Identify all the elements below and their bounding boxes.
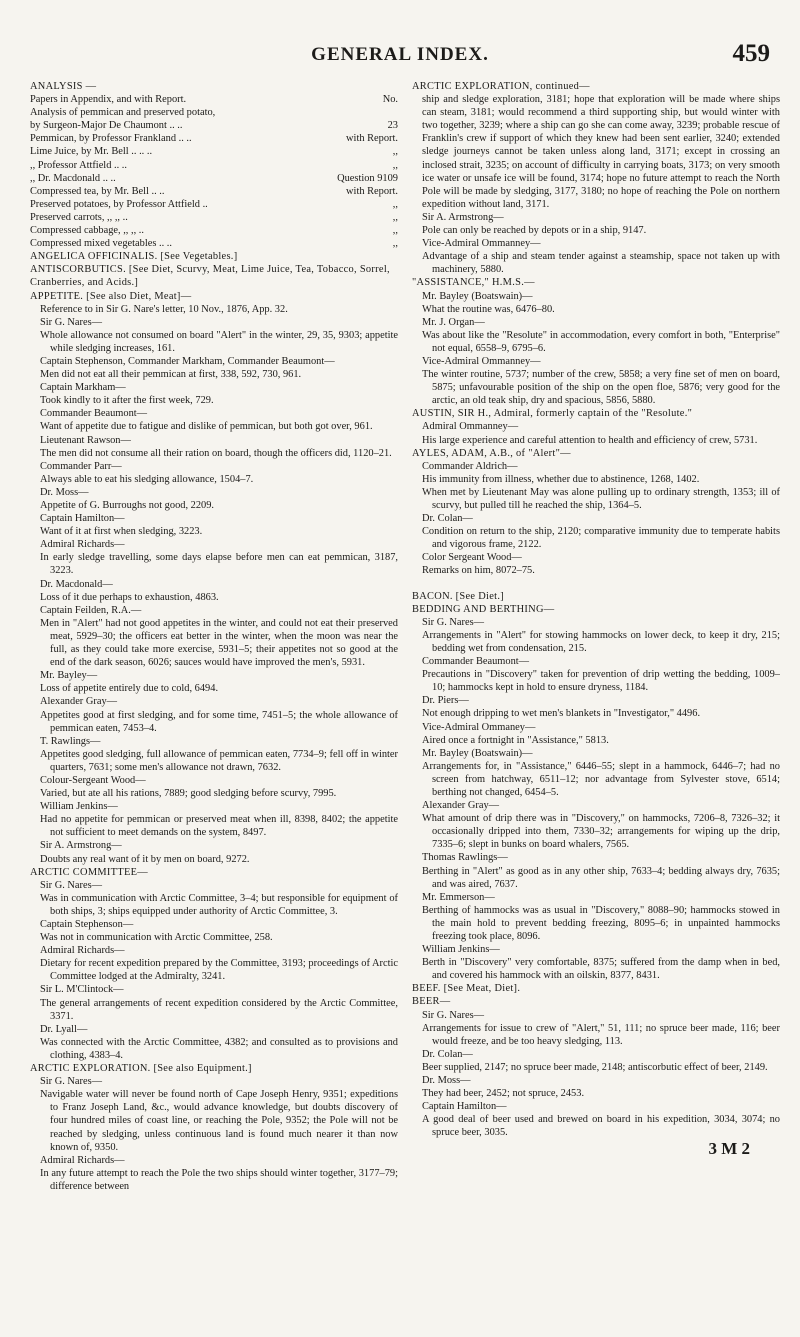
index-entry-text: Arrangements for issue to crew of "Alert," 51, 111; no spruce beer made, 116; beer would freeze, and be too heavy sledging, 113. xyxy=(422,1022,780,1047)
witness-name: Mr. J. Organ— xyxy=(422,316,485,328)
witness-name: Alexander Gray— xyxy=(422,800,500,812)
left-column xyxy=(30,80,398,1320)
index-entry-text: The men did not consume all their ration on board, though the officers did, 1120–21. xyxy=(40,447,392,459)
index-entry-text: Arrangements in "Alert" for stowing hammocks on lower deck, to keep it dry, 215; bedding wet from condensation, 215. xyxy=(422,629,780,654)
witness-name: Captain Stephenson, Commander Markham, Commander Beaumont— xyxy=(40,355,335,367)
index-entry-text: Aired once a fortnight in "Assistance," 5813. xyxy=(422,734,609,746)
witness-name: Sir G. Nares— xyxy=(40,1076,103,1088)
witness-name: Mr. Emmerson— xyxy=(422,891,495,903)
witness-name: Captain Feilden, R.A.— xyxy=(40,604,142,616)
paper-title: Preserved potatoes, by Professor Attfield .. xyxy=(30,198,208,210)
spacer xyxy=(412,578,780,590)
index-entry-text: Precautions in "Discovery" taken for prevention of drip wetting the bedding, 1009–10; hammocks kept in hold to ensure dryness, 1184. xyxy=(422,669,780,694)
witness-name: Colour-Sergeant Wood— xyxy=(40,774,146,786)
paper-reference xyxy=(392,106,398,119)
appendix-paper-row xyxy=(30,237,398,250)
index-heading: ANALYSIS — xyxy=(30,81,97,92)
index-entry-text: Took kindly to it after the first week, 729. xyxy=(40,395,214,407)
witness-name: Lieutenant Rawson— xyxy=(40,434,131,446)
signature-mark: 3 M 2 xyxy=(708,1138,750,1158)
witness-name: Admiral Richards— xyxy=(40,945,125,957)
witness-name: Captain Stephenson— xyxy=(40,919,134,930)
witness-name: Captain Markham— xyxy=(40,382,126,394)
page-header xyxy=(0,40,800,74)
index-entry-text: Was connected with the Arctic Committee, 4382; and consulted as to provisions and clothing, 4383–4. xyxy=(40,1036,398,1061)
paper-title: Compressed tea, by Mr. Bell .. .. xyxy=(30,185,165,197)
index-entry-text: Was in communication with Arctic Committee, 3–4; but responsible for equipment of both ships, 3; ships equipped under authority of Arctic Committee, 3. xyxy=(40,892,398,917)
index-heading: BEER— xyxy=(412,996,451,1008)
index-entry-text: Remarks on him, 8072–75. xyxy=(422,565,535,577)
witness-name: Dr. Lyall— xyxy=(40,1023,88,1035)
witness-name: Dr. Macdonald— xyxy=(40,578,113,590)
appendix-paper-row xyxy=(30,93,398,106)
index-entry-text: Not enough dripping to wet men's blankets in "Investigator," 4496. xyxy=(422,708,701,720)
paper-reference: ,, xyxy=(392,225,398,237)
witness-name: William Jenkins— xyxy=(40,801,118,813)
witness-name: Dr. Piers— xyxy=(422,695,469,707)
index-entry-text: Beer supplied, 2147; no spruce beer made, 2148; antiscorbutic effect of beer, 2149. xyxy=(422,1061,768,1073)
witness-name: Admiral Ommanney— xyxy=(422,421,519,433)
index-entry-text: What the routine was, 6476–80. xyxy=(422,303,555,315)
index-heading: ANGELICA OFFICINALIS. [See Vegetables.] xyxy=(30,251,238,263)
appendix-paper-row xyxy=(30,159,398,172)
index-heading: ANTISCORBUTICS. [See Diet, Scurvy, Meat, Lime Juice, Tea, Tobacco, Sorrel, Cranberries, and Acids.] xyxy=(30,264,390,289)
paper-title: by Surgeon-Major De Chaumont .. .. xyxy=(30,120,183,132)
appendix-paper-row xyxy=(30,172,398,185)
index-heading: ARCTIC COMMITTEE— xyxy=(30,866,148,878)
index-entry-text: Want of it at first when sledging, 3223. xyxy=(40,526,203,538)
witness-name: Mr. Bayley (Boatswain)— xyxy=(422,290,533,302)
index-entry-text: Had no appetite for pemmican or preserved meat when ill, 8398, 8402; the appetite not sufficient to meet demands on the system, 8497. xyxy=(40,814,398,839)
paper-reference: ,, xyxy=(392,238,398,250)
witness-name: Color Sergeant Wood— xyxy=(422,552,522,564)
index-entry-text: Varied, but ate all his rations, 7889; good sledging before scurvy, 7995. xyxy=(40,788,337,800)
witness-name: Commander Beaumont— xyxy=(40,408,148,420)
index-entry-text: Whole allowance not consumed on board "Alert" in the winter, 29, 35, 9303; appetite while sledging increases, 161. xyxy=(40,329,398,354)
appendix-paper-row xyxy=(30,145,398,158)
index-heading: APPETITE. [See also Diet, Meat]— xyxy=(30,290,192,302)
witness-name: Sir L. M'Clintock— xyxy=(40,984,124,996)
witness-name: Dr. Colan— xyxy=(422,1048,473,1060)
index-heading: ARCTIC EXPLORATION, continued— xyxy=(412,81,590,92)
index-entry-text: Appetites good at first sledging, and for some time, 7451–5; the whole allowance of pemmican eaten, 7453–4. xyxy=(40,709,398,734)
index-entry-text: Doubts any real want of it by men on board, 9272. xyxy=(40,853,250,865)
index-heading: "ASSISTANCE," H.M.S.— xyxy=(412,277,535,289)
index-entry-text: Berth in "Discovery" very comfortable, 8375; suffered from the damp when in bed, and covered his hammock with an oilskin, 8377, 8431. xyxy=(422,957,780,982)
index-heading: BEEF. [See Meat, Diet]. xyxy=(412,983,521,995)
appendix-paper-row xyxy=(30,224,398,237)
appendix-paper-row xyxy=(30,106,398,119)
paper-title: Pemmican, by Professor Frankland .. .. xyxy=(30,133,192,145)
paper-reference: ,, xyxy=(392,198,398,210)
index-entry-text: Was not in communication with Arctic Committee, 258. xyxy=(40,932,273,944)
index-entry-text: Want of appetite due to fatigue and dislike of pemmican, but both got over, 961. xyxy=(40,421,373,433)
index-heading: AYLES, ADAM, A.B., of "Alert"— xyxy=(412,447,571,459)
paper-reference: Question 9109 xyxy=(337,172,398,184)
paper-title: Analysis of pemmican and preserved potato, xyxy=(30,107,216,119)
paper-reference: ,, xyxy=(392,146,398,158)
witness-name: Admiral Richards— xyxy=(40,539,125,551)
index-entry-text: They had beer, 2452; not spruce, 2453. xyxy=(422,1088,585,1100)
paper-reference: ,, xyxy=(392,159,398,171)
index-entry-text: Dietary for recent expedition prepared by the Committee, 3193; proceedings of Arctic Committee lodged at the Admiralty, 3241. xyxy=(40,958,398,983)
index-entry-text: Appetite of G. Burroughs not good, 2209. xyxy=(40,500,215,511)
witness-name: Commander Beaumont— xyxy=(422,656,530,668)
witness-name: Vice-Admiral Ommanney— xyxy=(422,355,541,367)
witness-name: Dr. Colan— xyxy=(422,513,473,525)
witness-name: Sir A. Armstrong— xyxy=(40,840,122,852)
witness-name: T. Rawlings— xyxy=(40,735,101,747)
index-entry-text: Appetites good sledging, full allowance of pemmican eaten, 7734–9; fell off in winter quarters, 7631; some men's allowance not drawn, 7632. xyxy=(40,748,398,773)
witness-name: Vice-Admiral Ommanney— xyxy=(422,238,541,250)
paper-reference: with Report. xyxy=(346,133,398,145)
index-entry-text: Loss of it due perhaps to exhaustion, 4863. xyxy=(40,591,219,603)
witness-name: Commander Parr— xyxy=(40,460,122,472)
appendix-paper-row xyxy=(30,119,398,132)
witness-name: Mr. Bayley— xyxy=(40,670,98,682)
index-entry-text: Men in "Alert" had not good appetites in the winter, and could not eat their preserved meat, 5929–30; the officers eat better in the winter, when the moon was near the full, as they could take more exercise, 5931–5; their appetites not so good at the end of the dark season, 6026; sauces would have improved the men's, 5931. xyxy=(40,617,398,669)
witness-name: Sir G. Nares— xyxy=(422,1009,485,1021)
index-entry-text: Advantage of a ship and steam tender against a steamship, space not taken up with machinery, 5880. xyxy=(422,251,780,276)
index-heading: BEDDING AND BERTHING— xyxy=(412,603,555,615)
page-number: 459 xyxy=(732,40,770,67)
paper-reference: ,, xyxy=(392,211,398,223)
witness-name: Sir G. Nares— xyxy=(40,316,103,328)
index-entry-text: Condition on return to the ship, 2120; comparative immunity due to temperate habits and vigorous frame, 2122. xyxy=(422,526,780,551)
index-entry-text: A good deal of beer used and brewed on board in his expedition, 3034, 3074; no spruce beer, 3035. xyxy=(422,1114,780,1139)
paper-title: Preserved carrots, ,, ,, .. xyxy=(30,211,128,223)
paper-reference: 23 xyxy=(387,120,398,132)
index-entry-text: Reference to in Sir G. Nare's letter, 10 Nov., 1876, App. 32. xyxy=(40,303,288,315)
paper-title: Compressed mixed vegetables .. .. xyxy=(30,238,172,250)
witness-name: Commander Aldrich— xyxy=(422,460,518,472)
index-heading: BACON. [See Diet.] xyxy=(412,590,504,602)
witness-name: Sir G. Nares— xyxy=(422,616,485,628)
index-entry-text: Loss of appetite entirely due to cold, 6494. xyxy=(40,683,219,695)
index-entry-text: Men did not eat all their pemmican at first, 338, 592, 730, 961. xyxy=(40,369,302,381)
index-entry-text: The general arrangements of recent expedition considered by the Arctic Committee, 3371. xyxy=(40,997,398,1022)
index-entry-text: Berthing in "Alert" as good as in any other ship, 7633–4; bedding always dry, 7635; and was aired, 7637. xyxy=(422,865,780,890)
index-entry-text: Arrangements for, in "Assistance," 6446–55; slept in a hammock, 6446–7; had no screen from hatchway, 6511–12; nor advantage from Sylvester stove, 6514; berthing not changed, 6454–5. xyxy=(422,760,780,798)
witness-name: Captain Hamilton— xyxy=(422,1101,507,1113)
index-entry-text: When met by Lieutenant May was alone pulling up to ordinary strength, 1353; ill of scurvy, but pulled till he reached the ship, 1364–5. xyxy=(422,486,780,511)
witness-name: Sir A. Armstrong— xyxy=(422,211,504,223)
appendix-paper-row xyxy=(30,198,398,211)
witness-name: Sir G. Nares— xyxy=(40,879,103,891)
paper-reference: No. xyxy=(382,94,398,106)
appendix-paper-row xyxy=(30,211,398,224)
appendix-paper-row xyxy=(30,132,398,145)
paper-title: Lime Juice, by Mr. Bell .. .. .. xyxy=(30,146,153,158)
index-entry-text: What amount of drip there was in "Discovery," on hammocks, 7206–8, 7326–32; it occasionally dripped into them, 7330–32; arrangements for wiping up the drip, 7335–6; slept in bunks on board whalers, 7565. xyxy=(422,813,780,851)
index-entry-text: Berthing of hammocks was as usual in "Discovery," 8088–90; hammocks stowed in the main hold to prevent bedding freezing, 8095–6; in unpainted hammocks freezing took place, 8096. xyxy=(422,904,780,942)
witness-name: Vice-Admiral Ommaney— xyxy=(422,721,536,733)
paper-title: ,, Professor Attfield .. .. xyxy=(30,159,127,171)
witness-name: Dr. Moss— xyxy=(422,1075,471,1087)
witness-name: Dr. Moss— xyxy=(40,486,89,498)
witness-name: Captain Hamilton— xyxy=(40,513,125,525)
paper-title: Papers in Appendix, and with Report. xyxy=(30,94,187,106)
index-entry-text: Pole can only be reached by depots or in a ship, 9147. xyxy=(422,225,647,237)
index-entry-text: Navigable water will never be found north of Cape Joseph Henry, 9351; expeditions to Franz Joseph Land, &c., would advance knowledge, but doubts discovery of four hundred miles of coast line, or reaching the Pole, 9352; the Pole will not be reached by sledging, unless continuous land is found much nearer it than now known of, 9350. xyxy=(40,1089,398,1153)
index-heading: AUSTIN, SIR H., Admiral, formerly captain of the "Resolute." xyxy=(412,408,693,420)
index-entry-text: In any future attempt to reach the Pole the two ships should winter together, 3177–79; difference between xyxy=(40,1167,398,1192)
witness-name: Thomas Rawlings— xyxy=(422,852,508,864)
right-column xyxy=(412,80,780,1320)
index-entry-text: Was about like the "Resolute" in accommodation, every comfort in both, "Enterprise" not equal, 6558–9, 6795–6. xyxy=(422,329,780,354)
index-entry-text: His large experience and careful attention to health and efficiency of crew, 5731. xyxy=(422,434,758,446)
paper-title: ,, Dr. Macdonald .. .. xyxy=(30,172,116,184)
page-title: GENERAL INDEX. xyxy=(311,44,489,65)
witness-name: Mr. Bayley (Boatswain)— xyxy=(422,747,533,759)
index-heading: ARCTIC EXPLORATION. [See also Equipment.] xyxy=(30,1063,252,1075)
index-entry-text: The winter routine, 5737; number of the crew, 5858; a very fine set of men on board, 5875; unfavourable position of the ship on the open floe, 5876; very good for the arctic, an old teak ship, dry and spacious, 5856, 5880. xyxy=(422,369,780,407)
index-entry-text: His immunity from illness, whether due to abstinence, 1268, 1402. xyxy=(422,473,700,485)
paper-reference: with Report. xyxy=(346,185,398,197)
witness-name: William Jenkins— xyxy=(422,944,500,956)
index-entry-text: Always able to eat his sledging allowance, 1504–7. xyxy=(40,473,254,485)
index-entry-text: In early sledge travelling, some days elapse before men can eat pemmican, 3187, 3223. xyxy=(40,552,398,577)
paper-title: Compressed cabbage, ,, ,, .. xyxy=(30,225,144,237)
index-entry-text: ship and sledge exploration, 3181; hope that exploration will be made where ships can steam, 3181; would recommend a third supporting ship, but would winter with two together, 3239; where a ship can go she can come away, 3239; probable rescue of Franklin's crew if support of which they knew had been sent earlier, 3240; extended sledge journeys cannot be taken unless along land, 3171; except in crossing an inclosed strait, 3235; on account of difficulty in carrying boats, 3173; on very smooth ice water or unsafe ice will be found, 3174; hope no future attempt to reach the North Pole will be made by sledging, 3177, 3180; no hope of reaching the Pole on northern expedition without land, 3171. xyxy=(422,94,780,210)
witness-name: Alexander Gray— xyxy=(40,696,118,708)
witness-name: Admiral Richards— xyxy=(40,1154,125,1166)
appendix-paper-row xyxy=(30,185,398,198)
